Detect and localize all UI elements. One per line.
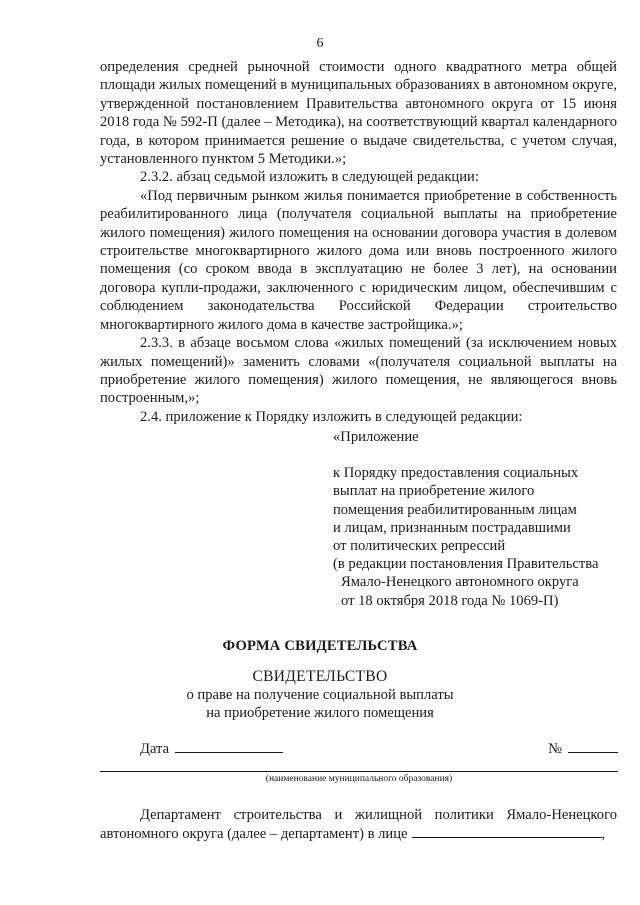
appendix-line: и лицам, признанным пострадавшими — [333, 519, 571, 536]
date-blank-line — [175, 740, 283, 753]
paragraph-2-4: 2.4. приложение к Порядку изложить в следующей редакции: — [140, 408, 523, 425]
certificate-subtitle-1: о праве на получение социальной выплаты — [186, 687, 454, 704]
paragraph-2-3-3: 2.3.3. в абзаце восьмом слова «жилых помещений (за исключением новых жилых помещений)» заменить словами «(получателя социальной выплаты на приобретение жилого помещения) жилого помещения, не являющегося вновь построенным,»; — [100, 335, 617, 407]
paragraph-methodology: определения средней рыночной стоимости одного квадратного метра общей площади жилых помещений в муниципальных образованиях в автономном округе, утвержденной постановлением Правительства автономного округа от 15 июня 2018 года № 592-П (далее – Методика), на соответствующий квартал календарного года, в котором принимается решение о выдаче свидетельства, с учетом случая, установленного пунктом 5 Методики.»; — [100, 59, 617, 168]
number-field — [548, 740, 618, 758]
department-text: Департамент строительства и жилищной политики Ямало-Ненецкого автономного округа (далее – департамент) в лице — [100, 807, 617, 842]
appendix-block — [333, 428, 623, 610]
paragraph-2-3-2: 2.3.2. абзац седьмой изложить в следующей редакции: — [140, 169, 479, 186]
certificate-title: СВИДЕТЕЛЬСТВО — [252, 668, 388, 685]
appendix-line: от 18 октября 2018 года № 1069-П) — [341, 592, 559, 609]
municipality-caption: (наименование муниципального образования) — [265, 774, 453, 784]
number-label: № — [548, 741, 562, 757]
form-title: ФОРМА СВИДЕТЕЛЬСТВА — [222, 638, 418, 654]
department-paragraph — [100, 806, 617, 844]
appendix-line: Ямало-Ненецкого автономного округа — [341, 574, 579, 591]
number-blank-line — [568, 740, 618, 753]
paragraph-primary-market: «Под первичным рынком жилья понимается приобретение в собственность реабилитированного лица (получателя социальной выплаты на приобретение жилого помещения) жилого помещения на основании договора участия в долевом строительстве многоквартирного жилого дома или вновь построенного жилого помещения (со сроком ввода в эксплуатацию не более 3 лет), на основании договора купли-продажи, заключенного с юридическим лицом, обеспечившим с соблюдением законодательства Российской Федерации строительство многоквартирного жилого дома в качестве застройщика.»; — [100, 187, 617, 333]
appendix-heading: «Приложение — [333, 429, 419, 445]
representative-blank-line — [412, 825, 602, 838]
certificate-header — [0, 668, 640, 723]
appendix-line: (в редакции постановления Правительства — [333, 556, 599, 573]
municipality-line — [100, 771, 618, 772]
final-paragraph — [100, 806, 617, 844]
date-label: Дата — [140, 741, 170, 757]
appendix-line: от политических репрессий — [333, 538, 506, 555]
document-body — [100, 58, 617, 426]
final-comma: , — [601, 826, 606, 842]
appendix-line: выплат на приобретение жилого — [333, 483, 535, 500]
page-number: 6 — [316, 36, 324, 51]
certificate-subtitle-2: на приобретение жилого помещения — [206, 705, 434, 722]
appendix-line: помещения реабилитированным лицам — [333, 501, 577, 518]
date-number-row — [140, 740, 618, 758]
appendix-line: к Порядку предоставления социальных — [333, 465, 579, 482]
